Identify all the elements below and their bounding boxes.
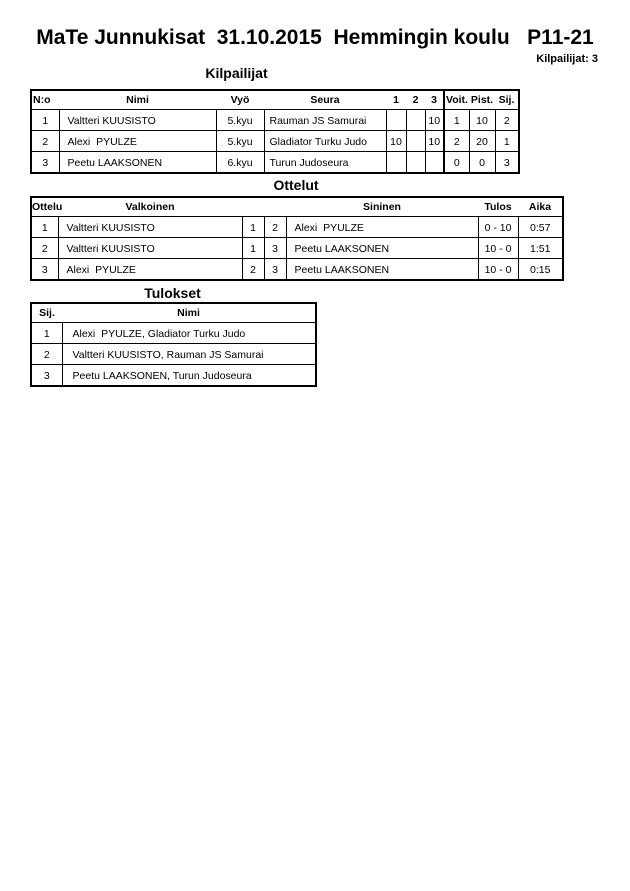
- competitors-header-row: [31, 90, 519, 110]
- white-number-cell: 1: [242, 217, 264, 238]
- match3-score-cell: 10: [425, 131, 444, 152]
- match-row: [31, 259, 563, 281]
- result-row: [31, 323, 316, 344]
- competitor-name-cell: Peetu LAAKSONEN: [59, 152, 216, 174]
- time-cell: 1:51: [518, 238, 563, 259]
- result-row: [31, 365, 316, 387]
- col-header-time: Aika: [518, 197, 563, 217]
- col-header-white: Valkoinen: [58, 197, 242, 217]
- col-header-belt: Vyö: [216, 90, 264, 110]
- col-header-match2: 2: [406, 90, 425, 110]
- white-competitor-cell: Alexi PYULZE: [58, 259, 242, 281]
- result-place-cell: 2: [31, 344, 62, 365]
- participants-count: Kilpailijat: 3: [536, 53, 598, 65]
- blue-number-cell: 2: [264, 217, 286, 238]
- competitor-belt-cell: 5.kyu: [216, 110, 264, 131]
- result-name-cell: Peetu LAAKSONEN, Turun Judoseura: [62, 365, 316, 387]
- col-header-name: Nimi: [62, 303, 316, 323]
- white-competitor-cell: Valtteri KUUSISTO: [58, 238, 242, 259]
- match-number-cell: 1: [31, 217, 58, 238]
- competitor-club-cell: Turun Judoseura: [264, 152, 386, 174]
- competitor-name-cell: Valtteri KUUSISTO: [59, 110, 216, 131]
- results-section-title: Tulokset: [144, 285, 201, 301]
- col-header-wins: Voit.: [444, 90, 469, 110]
- col-header-name: Nimi: [59, 90, 216, 110]
- match2-score-cell: [406, 110, 425, 131]
- points-cell: 10: [469, 110, 495, 131]
- competitor-club-cell: Rauman JS Samurai: [264, 110, 386, 131]
- result-name-cell: Valtteri KUUSISTO, Rauman JS Samurai: [62, 344, 316, 365]
- time-cell: 0:15: [518, 259, 563, 281]
- competitor-name-cell: Alexi PYULZE: [59, 131, 216, 152]
- time-cell: 0:57: [518, 217, 563, 238]
- competitor-row: [31, 152, 519, 174]
- col-header-place: Sij.: [31, 303, 62, 323]
- competitors-table: [30, 89, 520, 174]
- place-cell: 2: [495, 110, 519, 131]
- match-row: [31, 238, 563, 259]
- match2-score-cell: [406, 152, 425, 174]
- col-header-no: N:o: [31, 90, 59, 110]
- result-cell: 10 - 0: [478, 238, 518, 259]
- results-header-row: [31, 303, 316, 323]
- competitors-section-title: Kilpailijat: [205, 65, 268, 81]
- competitor-belt-cell: 5.kyu: [216, 131, 264, 152]
- col-header-white-no: [242, 197, 264, 217]
- result-cell: 10 - 0: [478, 259, 518, 281]
- match-row: [31, 217, 563, 238]
- wins-cell: 1: [444, 110, 469, 131]
- matches-section-title: Ottelut: [273, 177, 319, 193]
- col-header-result: Tulos: [478, 197, 518, 217]
- col-header-points: Pist.: [469, 90, 495, 110]
- match3-score-cell: 10: [425, 110, 444, 131]
- blue-competitor-cell: Alexi PYULZE: [286, 217, 478, 238]
- matches-header-row: [31, 197, 563, 217]
- white-number-cell: 1: [242, 238, 264, 259]
- blue-competitor-cell: Peetu LAAKSONEN: [286, 238, 478, 259]
- col-header-match: Ottelu: [31, 197, 58, 217]
- match1-score-cell: [386, 110, 406, 131]
- white-number-cell: 2: [242, 259, 264, 281]
- competitor-row: [31, 110, 519, 131]
- wins-cell: 0: [444, 152, 469, 174]
- white-competitor-cell: Valtteri KUUSISTO: [58, 217, 242, 238]
- match1-score-cell: [386, 152, 406, 174]
- col-header-club: Seura: [264, 90, 386, 110]
- blue-number-cell: 3: [264, 259, 286, 281]
- blue-competitor-cell: Peetu LAAKSONEN: [286, 259, 478, 281]
- match3-score-cell: [425, 152, 444, 174]
- competitor-number-cell: 2: [31, 131, 59, 152]
- result-place-cell: 1: [31, 323, 62, 344]
- points-cell: 20: [469, 131, 495, 152]
- results-table: [30, 302, 317, 387]
- place-cell: 1: [495, 131, 519, 152]
- blue-number-cell: 3: [264, 238, 286, 259]
- competitor-belt-cell: 6.kyu: [216, 152, 264, 174]
- wins-cell: 2: [444, 131, 469, 152]
- competitor-row: [31, 131, 519, 152]
- match-number-cell: 3: [31, 259, 58, 281]
- result-place-cell: 3: [31, 365, 62, 387]
- page-title: MaTe Junnukisat 31.10.2015 Hemmingin koulu P11-21: [36, 26, 594, 49]
- result-row: [31, 344, 316, 365]
- match2-score-cell: [406, 131, 425, 152]
- col-header-match1: 1: [386, 90, 406, 110]
- result-name-cell: Alexi PYULZE, Gladiator Turku Judo: [62, 323, 316, 344]
- match1-score-cell: 10: [386, 131, 406, 152]
- col-header-blue-no: [264, 197, 286, 217]
- competitor-number-cell: 3: [31, 152, 59, 174]
- competitor-club-cell: Gladiator Turku Judo: [264, 131, 386, 152]
- col-header-match3: 3: [425, 90, 444, 110]
- place-cell: 3: [495, 152, 519, 174]
- points-cell: 0: [469, 152, 495, 174]
- col-header-blue: Sininen: [286, 197, 478, 217]
- result-cell: 0 - 10: [478, 217, 518, 238]
- competitor-number-cell: 1: [31, 110, 59, 131]
- match-number-cell: 2: [31, 238, 58, 259]
- matches-table: [30, 196, 564, 281]
- col-header-place: Sij.: [495, 90, 519, 110]
